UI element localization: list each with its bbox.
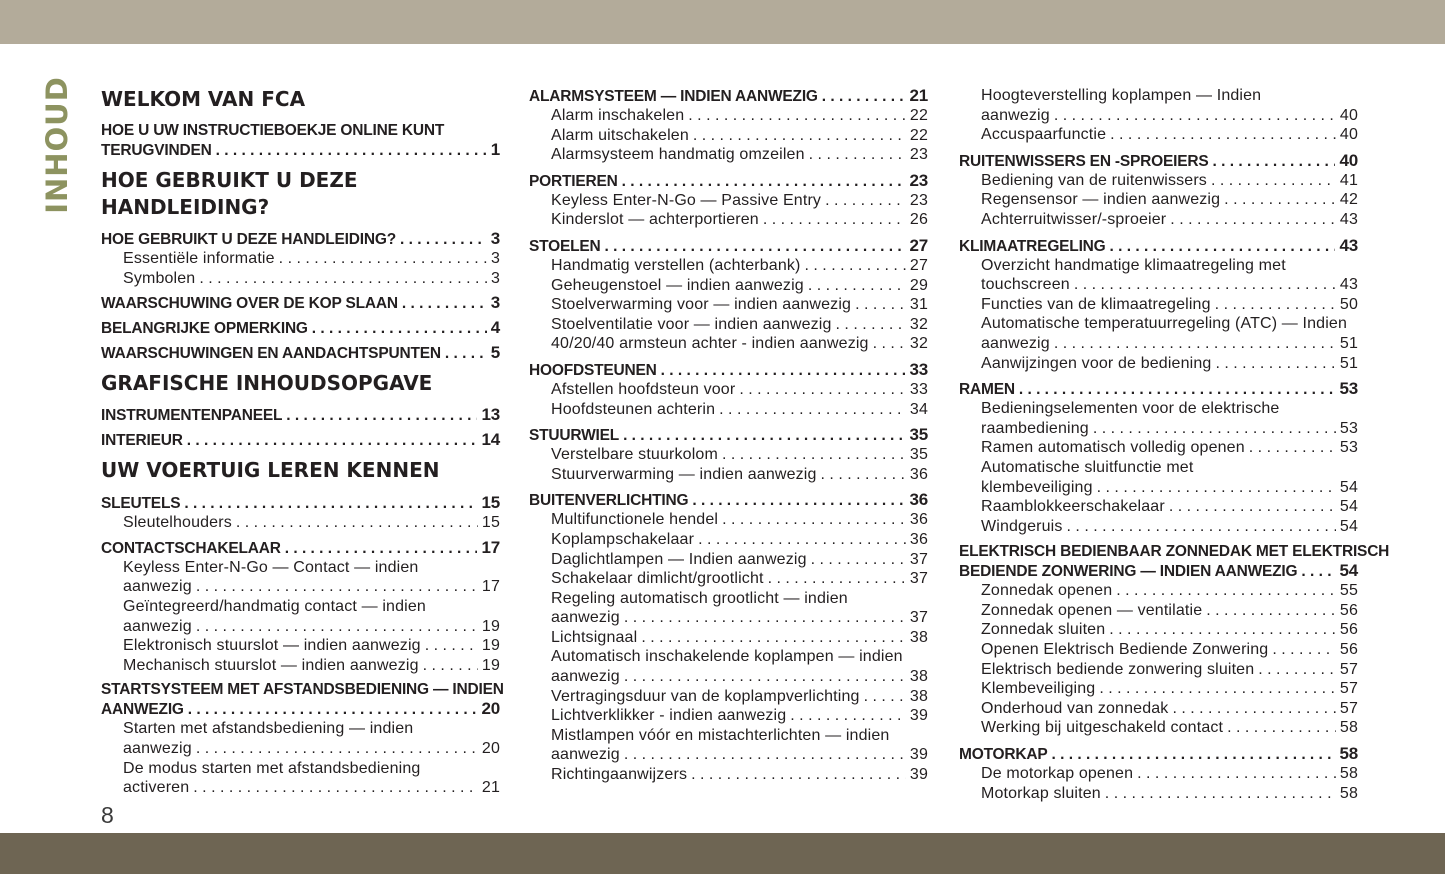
toc-entry[interactable]: INTERIEUR . . . 14: [101, 430, 500, 450]
toc-entry[interactable]: BUITENVERLICHTING . . . 36: [529, 490, 928, 510]
toc-subentry-line: Hoogteverstelling koplampen — Indien: [981, 87, 1262, 104]
toc-column-1: [101, 86, 504, 798]
toc-subentry[interactable]: aanwezig . . . 40: [959, 106, 1358, 126]
toc-subentry[interactable]: Symbolen . . . 3: [101, 269, 500, 289]
toc-subentry[interactable]: Stuurverwarming — indien aanwezig . . . 36: [529, 465, 928, 485]
section-heading: GRAFISCHE INHOUDSOPGAVE: [101, 371, 433, 396]
toc-subentry[interactable]: touchscreen . . . 43: [959, 275, 1358, 295]
toc-subentry[interactable]: Sleutelhouders . . . 15: [101, 513, 500, 533]
toc-entry[interactable]: SLEUTELS . . . 15: [101, 493, 500, 513]
toc-entry[interactable]: BEDIENDE ZONWERING — INDIEN AANWEZIG . . . 54: [959, 561, 1358, 581]
toc-subentry[interactable]: Handmatig verstellen (achterbank) . . . 27: [529, 256, 928, 276]
toc-subentry[interactable]: Klembeveiliging . . . 57: [959, 679, 1358, 699]
toc-entry[interactable]: STOELEN . . . 27: [529, 236, 928, 256]
toc-subentry-line: Geïntegreerd/handmatig contact — indien: [123, 597, 426, 615]
toc-subentry[interactable]: Richtingaanwijzers . . . 39: [529, 765, 928, 785]
toc-subentry[interactable]: Multifunctionele hendel . . . 36: [529, 510, 928, 530]
toc-entry[interactable]: KLIMAATREGELING . . . 43: [959, 236, 1358, 256]
toc-subentry[interactable]: Stoelverwarming voor — indien aanwezig . . . 31: [529, 295, 928, 315]
toc-entry[interactable]: WAARSCHUWINGEN EN AANDACHTSPUNTEN . . . 5: [101, 343, 500, 363]
toc-subentry[interactable]: aanwezig . . . 51: [959, 334, 1358, 354]
toc-subentry[interactable]: Alarmsysteem handmatig omzeilen . . . 23: [529, 145, 928, 165]
toc-entry[interactable]: AANWEZIG . . . 20: [101, 699, 500, 719]
section-heading: UW VOERTUIG LEREN KENNEN: [101, 458, 440, 483]
toc-subentry[interactable]: Elektrisch bediende zonwering sluiten . . . 57: [959, 660, 1358, 680]
toc-subentry[interactable]: Aanwijzingen voor de bediening . . . 51: [959, 354, 1358, 374]
toc-column-3: [959, 86, 1390, 803]
toc-subentry[interactable]: 40/20/40 armsteun achter - indien aanwezig . . . 32: [529, 334, 928, 354]
toc-subentry[interactable]: Afstellen hoofdsteun voor . . . 33: [529, 380, 928, 400]
toc-entry-line: STARTSYSTEEM MET AFSTANDSBEDIENING — INDIEN: [101, 681, 504, 699]
toc-entry[interactable]: BELANGRIJKE OPMERKING . . . 4: [101, 318, 500, 338]
toc-subentry[interactable]: Keyless Enter-N-Go — Passive Entry . . . 23: [529, 191, 928, 211]
toc-subentry-line: Bedieningselementen voor de elektrische: [981, 400, 1280, 418]
toc-subentry[interactable]: Motorkap sluiten . . . 58: [959, 784, 1358, 804]
toc-subentry[interactable]: Zonnedak sluiten . . . 56: [959, 620, 1358, 640]
toc-subentry[interactable]: aanwezig . . . 38: [529, 667, 928, 687]
toc-subentry[interactable]: Zonnedak openen . . . 55: [959, 581, 1358, 601]
toc-subentry-line: Keyless Enter-N-Go — Contact — indien: [123, 558, 419, 576]
toc-subentry[interactable]: Windgeruis . . . 54: [959, 517, 1358, 537]
toc-entry-line: HOE U UW INSTRUCTIEBOEKJE ONLINE KUNT: [101, 122, 445, 139]
toc-subentry[interactable]: klembeveiliging . . . 54: [959, 478, 1358, 498]
section-heading: WELKOM VAN FCA: [101, 87, 306, 111]
toc-subentry[interactable]: Openen Elektrisch Bediende Zonwering . . . 56: [959, 640, 1358, 660]
toc-entry[interactable]: TERUGVINDEN . . . 1: [101, 140, 500, 160]
page-number: 8: [101, 802, 114, 828]
toc-subentry[interactable]: Lichtsignaal . . . 38: [529, 628, 928, 648]
toc-subentry[interactable]: Daglichtlampen — Indien aanwezig . . . 37: [529, 550, 928, 570]
toc-subentry[interactable]: Alarm inschakelen . . . 22: [529, 106, 928, 126]
toc-subentry[interactable]: Functies van de klimaatregeling . . . 50: [959, 295, 1358, 315]
toc-entry[interactable]: STUURWIEL . . . 35: [529, 425, 928, 445]
toc-subentry[interactable]: Alarm uitschakelen . . . 22: [529, 126, 928, 146]
toc-subentry[interactable]: Elektronisch stuurslot — indien aanwezig . . . 19: [101, 636, 500, 656]
toc-subentry-line: Starten met afstandsbediening — indien: [123, 720, 414, 738]
toc-subentry[interactable]: Zonnedak openen — ventilatie . . . 56: [959, 601, 1358, 621]
toc-subentry-line: Automatische temperatuurregeling (ATC) — Indien: [981, 315, 1348, 333]
toc-subentry[interactable]: aanwezig . . . 19: [101, 617, 500, 637]
toc-subentry[interactable]: Accuspaarfunctie . . . 40: [959, 125, 1358, 145]
toc-column-2: [529, 86, 928, 785]
toc-entry[interactable]: ALARMSYSTEEM — INDIEN AANWEZIG . . . 21: [529, 86, 928, 106]
toc-entry[interactable]: RAMEN . . . 53: [959, 379, 1358, 399]
section-tab-label: INHOUD: [40, 76, 75, 214]
toc-subentry[interactable]: Kinderslot — achterportieren . . . 26: [529, 210, 928, 230]
toc-subentry[interactable]: raambediening . . . 53: [959, 419, 1358, 439]
section-heading: HANDLEIDING?: [101, 195, 270, 219]
toc-entry[interactable]: MOTORKAP . . . 58: [959, 744, 1358, 764]
toc-subentry[interactable]: Koplampschakelaar . . . 36: [529, 530, 928, 550]
toc-entry-line: ELEKTRISCH BEDIENBAAR ZONNEDAK MET ELEKTRISCH: [959, 543, 1390, 561]
toc-subentry-line: Regeling automatisch grootlicht — indien: [551, 589, 848, 607]
toc-subentry[interactable]: aanwezig . . . 20: [101, 739, 500, 759]
section-tab: [40, 76, 75, 214]
toc-entry[interactable]: PORTIEREN . . . 23: [529, 171, 928, 191]
toc-subentry-line: Overzicht handmatige klimaatregeling met: [981, 256, 1286, 274]
section-heading: HOE GEBRUIKT U DEZE: [101, 168, 358, 192]
toc-subentry[interactable]: Lichtverklikker - indien aanwezig . . . 39: [529, 706, 928, 726]
toc-entry[interactable]: HOE GEBRUIKT U DEZE HANDLEIDING? . . . 3: [101, 229, 500, 249]
toc-entry[interactable]: CONTACTSCHAKELAAR . . . 17: [101, 538, 500, 558]
toc-subentry-line: Automatisch inschakelende koplampen — indien: [551, 648, 903, 666]
toc-subentry[interactable]: Raamblokkeerschakelaar . . . 54: [959, 497, 1358, 517]
toc-subentry[interactable]: Achterruitwisser/-sproeier . . . 43: [959, 210, 1358, 230]
toc-subentry[interactable]: Onderhoud van zonnedak . . . 57: [959, 699, 1358, 719]
toc-subentry[interactable]: Geheugenstoel — indien aanwezig . . . 29: [529, 276, 928, 296]
toc-subentry[interactable]: aanwezig . . . 17: [101, 577, 500, 597]
toc-subentry[interactable]: aanwezig . . . 39: [529, 745, 928, 765]
toc-subentry[interactable]: Mechanisch stuurslot — indien aanwezig . . . 19: [101, 656, 500, 676]
toc-subentry-line: De modus starten met afstandsbediening: [123, 759, 421, 777]
toc-entry[interactable]: RUITENWISSERS EN -SPROEIERS . . . 40: [959, 151, 1358, 171]
toc-entry[interactable]: INSTRUMENTENPANEEL . . . 13: [101, 405, 500, 425]
toc-subentry[interactable]: Essentiële informatie . . . 3: [101, 249, 500, 269]
toc-subentry[interactable]: Werking bij uitgeschakeld contact . . . 58: [959, 718, 1358, 738]
toc-subentry[interactable]: Bediening van de ruitenwissers . . . 41: [959, 171, 1358, 191]
toc-subentry-line: Automatische sluitfunctie met: [981, 458, 1194, 476]
toc-subentry[interactable]: Verstelbare stuurkolom . . . 35: [529, 445, 928, 465]
bottom-band: [0, 833, 1445, 874]
toc-subentry[interactable]: De motorkap openen . . . 58: [959, 764, 1358, 784]
toc-subentry[interactable]: Regensensor — indien aanwezig . . . 42: [959, 190, 1358, 210]
toc-subentry[interactable]: Schakelaar dimlicht/grootlicht . . . 37: [529, 569, 928, 589]
toc-subentry[interactable]: activeren . . . 21: [101, 778, 500, 798]
top-band: [0, 0, 1445, 44]
toc-subentry[interactable]: Ramen automatisch volledig openen . . . 53: [959, 438, 1358, 458]
toc-subentry[interactable]: Stoelventilatie voor — indien aanwezig . . . 32: [529, 315, 928, 335]
toc-subentry-line: Mistlampen vóór en mistachterlichten — indien: [551, 726, 890, 744]
toc-subentry[interactable]: Vertragingsduur van de koplampverlichting . . . 38: [529, 687, 928, 707]
toc-subentry[interactable]: aanwezig . . . 37: [529, 608, 928, 628]
toc-entry[interactable]: HOOFDSTEUNEN . . . 33: [529, 360, 928, 380]
toc-entry[interactable]: WAARSCHUWING OVER DE KOP SLAAN . . . 3: [101, 293, 500, 313]
toc-subentry[interactable]: Hoofdsteunen achterin . . . 34: [529, 400, 928, 420]
